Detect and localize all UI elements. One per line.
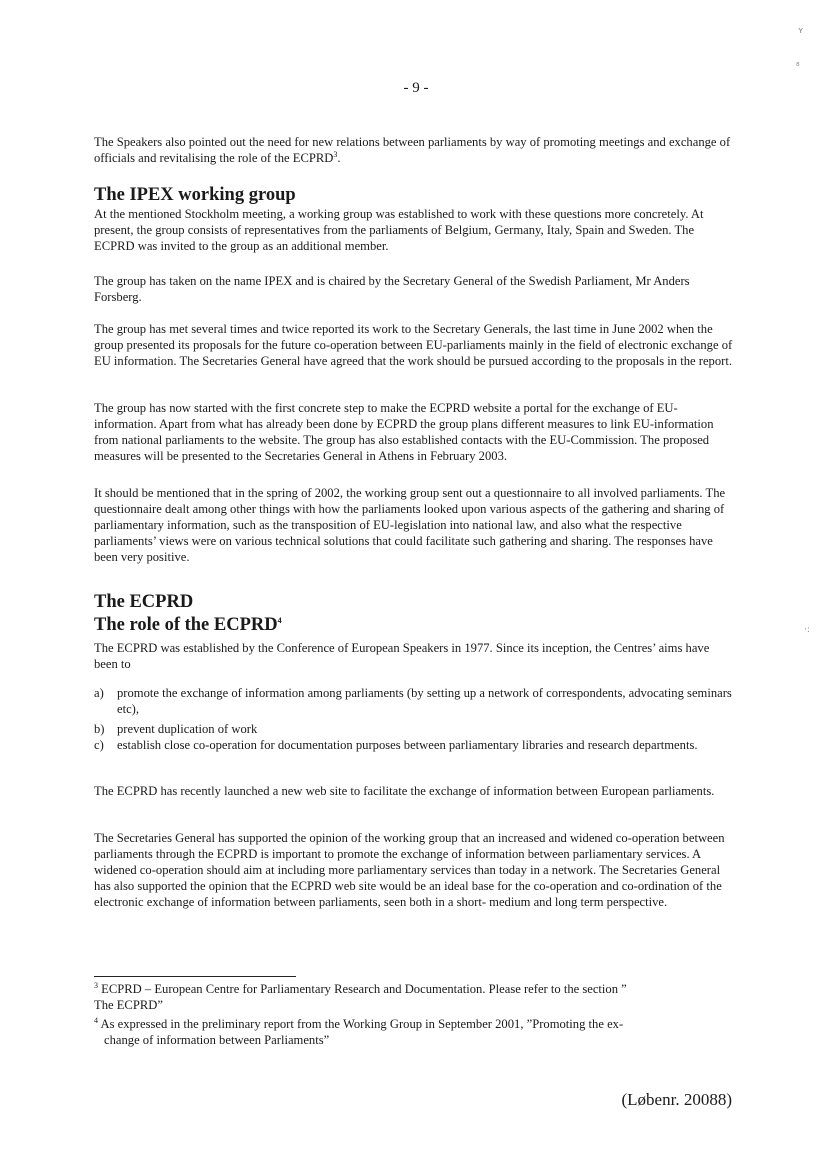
ecprd-heading: The ECPRD: [94, 592, 194, 612]
ipex-paragraph-2: The group has taken on the name IPEX and is chaired by the Secretary General of the Swedish Parliament, Mr Anders Forsberg.: [94, 274, 690, 304]
ipex-paragraph-4: The group has now started with the first concrete step to make the ECPRD website a portal for the exchange of EU-information. Apart from what has already been done by ECPRD the group plans different measures to link EU-information from national parliaments to the website. The group has also established contacts with the EU-Commission. The proposed measures will be presented to the Secretaries General in Athens in February 2003.: [94, 401, 714, 463]
ecprd-paragraph-1: The ECPRD has recently launched a new web site to facilitate the exchange of information between European parliaments.: [94, 784, 715, 798]
list-text: promote the exchange of information among parliaments (by setting up a network of correspondents, advocating seminars etc),: [117, 686, 732, 716]
list-text: establish close co-operation for documentation purposes between parliamentary libraries and research departments.: [117, 738, 698, 752]
list-text: prevent duplication of work: [117, 722, 258, 736]
list-marker: b): [94, 722, 105, 736]
footnote-ref-3: 3: [333, 149, 338, 159]
ipex-heading: The IPEX working group: [94, 185, 296, 205]
footnote-ref-4: 4: [277, 615, 282, 625]
ecprd-role-heading: The role of the ECPRD$^4$: [94, 615, 282, 635]
ecprd-intro: The ECPRD was established by the Conference of European Speakers in 1977. Since its inception, the Centres’ aims have been to: [94, 641, 710, 671]
page-number: - 9 -: [403, 80, 429, 96]
ipex-paragraph-1: At the mentioned Stockholm meeting, a working group was established to work with these questions more concretely. At present, the group consists of representatives from the parliaments of Belgium, Germany, Italy, Spain and Sweden. The ECPRD was invited to the group as an additional member.: [94, 207, 704, 253]
footnote-3: $^3$ ECPRD – European Centre for Parliamentary Research and Documentation. Please refer to the section ” The ECPRD”: [94, 980, 627, 1012]
scan-speck: ⁸: [796, 62, 800, 72]
intro-paragraph: The Speakers also pointed out the need for new relations between parliaments by way of promoting meetings and exchange of officials and revitalising the role of the ECPRD$^3$.: [94, 135, 731, 165]
footnote-separator: [94, 976, 296, 977]
scan-speck: ·:: [804, 625, 810, 635]
aims-list-item-b: [94, 721, 734, 737]
document-number: (Løbenr. 20088): [621, 1090, 732, 1109]
list-marker: c): [94, 738, 104, 752]
aims-list-item-c: [94, 737, 734, 753]
scan-speck: ʏ: [798, 26, 804, 36]
ipex-paragraph-3: The group has met several times and twice reported its work to the Secretary Generals, the last time in June 2002 when the group presented its proposals for the future co-operation between EU-parliaments mainly in the field of electronic exchange of EU information. The Secretaries General have agreed that the work should be pursued according to the proposals in the report.: [94, 322, 733, 368]
footnote-4: $^4$ As expressed in the preliminary report from the Working Group in September 2001, ”Promoting the ex- change of information between Parliaments”: [94, 1015, 624, 1047]
ipex-paragraph-5: It should be mentioned that in the spring of 2002, the working group sent out a questionnaire to all involved parliaments. The questionnaire dealt among other things with how the parliaments looked upon various aspects of the gathering and sharing of parliamentary information, such as the transposition of EU-legislation into national law, and also what the respective parliaments’ views were on various technical solutions that could facilitate such gathering and sharing. The responses have been very positive.: [94, 486, 726, 564]
list-marker: a): [94, 686, 104, 700]
ecprd-paragraph-2: The Secretaries General has supported the opinion of the working group that an increased and widened co-operation between parliaments through the ECPRD is important to promote the exchange of information between parliamentary services. A widened co-operation should aim at including more parliamentary services than today in a network. The Secretaries General has also supported the opinion that the ECPRD web site would be an ideal base for the co-operation and co-ordination of the electronic exchange of information between parliaments, seen both in a short- medium and long term perspective.: [94, 831, 725, 909]
aims-list-item-a: [94, 685, 734, 717]
